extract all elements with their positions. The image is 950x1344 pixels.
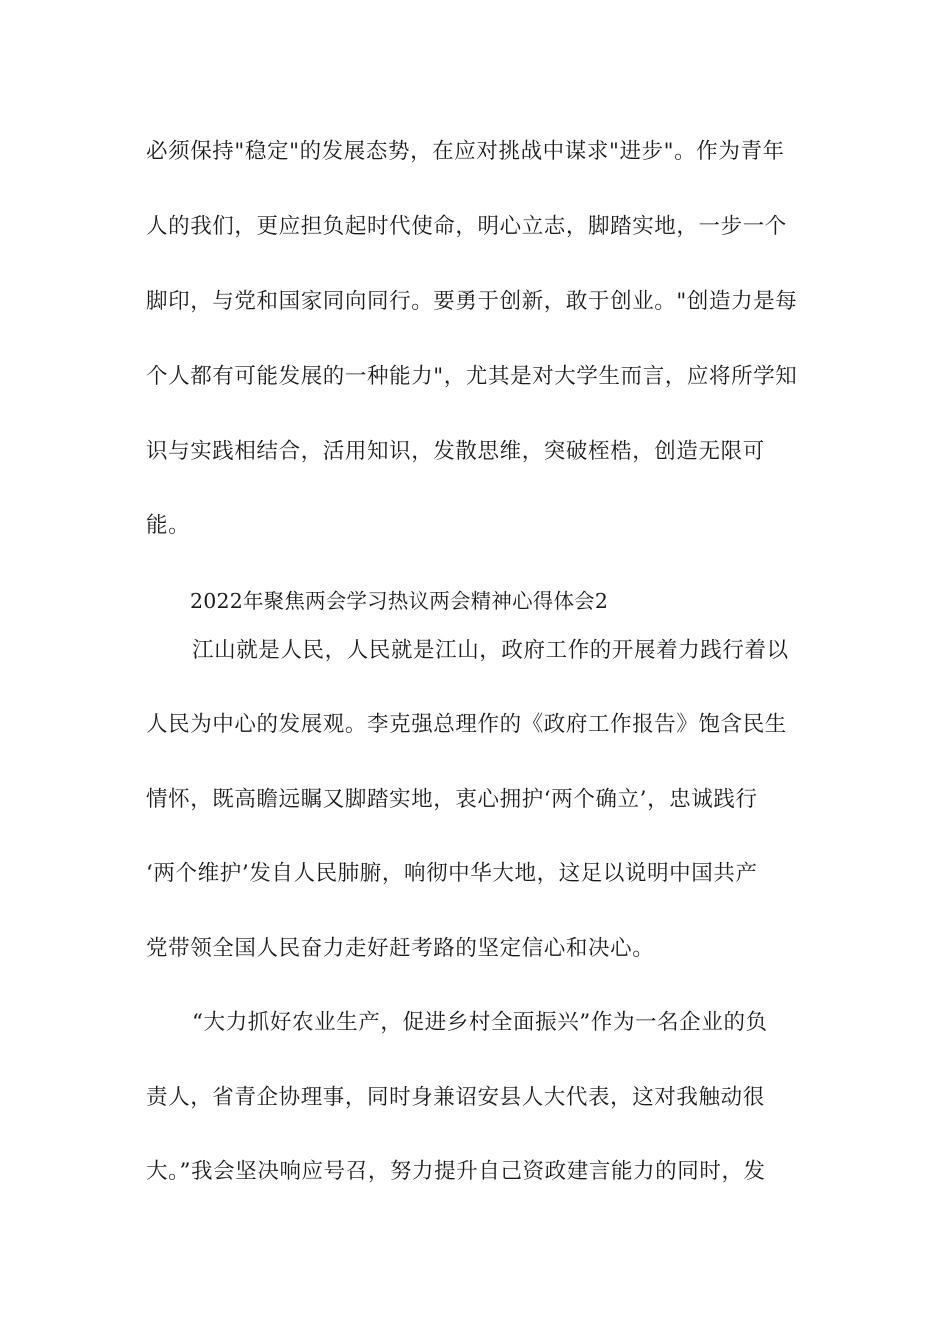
paragraph-line: ‘两个维护’发自人民肺腑，响彻中华大地，这足以说明中国共产 xyxy=(146,861,758,886)
paragraph-line: 大。”我会坚决响应号召，努力提升自己资政建言能力的同时，发 xyxy=(146,1159,766,1184)
paragraph-line: 人的我们，更应担负起时代使命，明心立志，脚踏实地，一步一个 xyxy=(146,214,787,239)
paragraph-line: 个人都有可能发展的一种能力"，尤其是对大学生而言，应将所学知 xyxy=(146,364,798,389)
paragraph-line: 情怀，既高瞻远瞩又脚踏实地，衷心拥护‘两个确立’，忠诚践行 xyxy=(146,787,758,812)
paragraph-line: 脚印，与党和国家同向同行。要勇于创新，敢于创业。"创造力是每 xyxy=(146,289,798,314)
paragraph-line: 责人，省青企协理事，同时身兼诏安县人大代表，这对我触动很 xyxy=(146,1085,765,1110)
paragraph-line: 能。 xyxy=(146,513,191,538)
paragraph-line: “大力抓好农业生产，促进乡村全面振兴”作为一名企业的负 xyxy=(192,1010,768,1035)
paragraph-line: 识与实践相结合，活用知识，发散思维，突破桎梏，创造无限可 xyxy=(146,439,765,464)
section-heading: 2022年聚焦两会学习热议两会精神心得体会2 xyxy=(190,589,609,613)
paragraph-line: 人民为中心的发展观。李克强总理作的《政府工作报告》饱含民生 xyxy=(146,712,787,737)
paragraph-line: 江山就是人民，人民就是江山，政府工作的开展着力践行着以 xyxy=(192,638,789,663)
paragraph-line: 党带领全国人民奋力走好赶考路的坚定信心和决心。 xyxy=(146,936,655,961)
paragraph-line: 必须保持"稳定"的发展态势，在应对挑战中谋求"进步"。作为青年 xyxy=(146,139,785,164)
